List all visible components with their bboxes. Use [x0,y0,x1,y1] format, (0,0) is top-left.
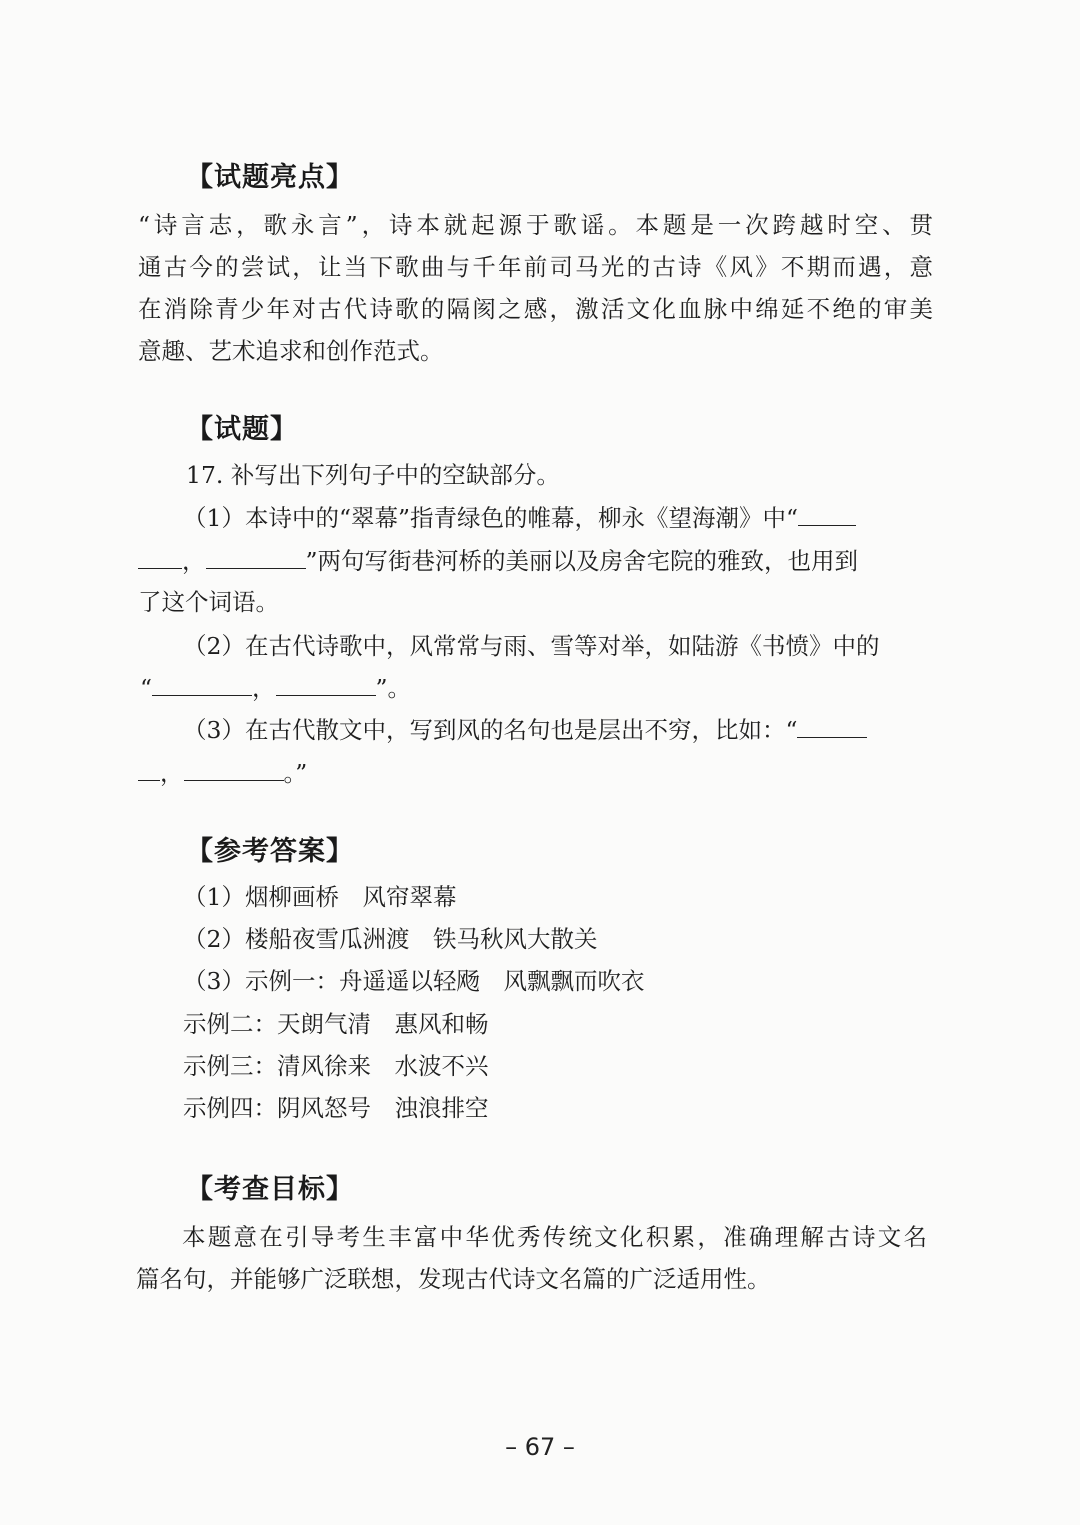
question-1-line [138,544,858,578]
question-3-line [183,713,867,747]
question-3-text: （3）在古代散文中，写到风的名句也是层出不穷，比如：“ [183,716,798,744]
highlights-line: 意趣、艺术追求和创作范式。 [138,337,444,365]
quote-open: “ [140,674,153,702]
quote-close: ”。 [375,674,412,702]
quote-close: 。” [283,759,308,787]
answer-blank[interactable] [152,673,252,696]
highlights-heading: 【试题亮点】 [186,162,354,193]
answer-line: 示例四：阴风怒号 浊浪排空 [183,1094,489,1122]
question-1-line: 了这个词语。 [138,588,279,616]
question-1-text: ”两句写街巷河桥的美丽以及房舍宅院的雅致，也用到 [305,547,859,575]
answer-line: 示例二：天朗气清 惠风和畅 [183,1010,489,1038]
blank-separator: ， [182,547,206,575]
blank-separator: ， [160,759,184,787]
highlights-line: 在消除青少年对古代诗歌的隔阂之感，激活文化血脉中绵延不绝的审美 [138,295,933,323]
question-heading: 【试题】 [186,414,298,445]
objectives-line: 本题意在引导考生丰富中华优秀传统文化积累，准确理解古诗文名 [182,1223,927,1251]
question-stem: 17. 补写出下列句子中的空缺部分。 [186,461,560,489]
answer-blank[interactable] [206,546,306,569]
answer-blank[interactable] [138,546,182,569]
blank-separator: ， [252,674,276,702]
answer-blank[interactable] [798,503,856,526]
question-1-line [183,501,856,535]
answer-blank[interactable] [138,758,160,781]
question-2-line: （2）在古代诗歌中，风常常与雨、雪等对举，如陆游《书愤》中的 [183,632,880,660]
answer-line: （2）楼船夜雪瓜洲渡 铁马秋风大散关 [183,925,598,953]
answers-heading: 【参考答案】 [186,836,354,867]
page-number: – 67 – [505,1433,575,1461]
answer-blank[interactable] [797,715,867,738]
answer-blank[interactable] [184,758,284,781]
objectives-heading: 【考查目标】 [186,1174,354,1205]
question-3-line [138,756,307,790]
question-2-line [140,671,411,705]
highlights-line: “诗言志，歌永言”，诗本就起源于歌谣。本题是一次跨越时空、贯 [138,211,933,239]
highlights-line: 通古今的尝试，让当下歌曲与千年前司马光的古诗《风》不期而遇，意 [138,253,933,281]
answer-blank[interactable] [276,673,376,696]
answer-line: 示例三：清风徐来 水波不兴 [183,1052,489,1080]
objectives-line: 篇名句，并能够广泛联想，发现古代诗文名篇的广泛适用性。 [136,1265,771,1293]
answer-line: （3）示例一：舟遥遥以轻飏 风飘飘而吹衣 [183,967,645,995]
answer-line: （1）烟柳画桥 风帘翠幕 [183,883,457,911]
question-1-text: （1）本诗中的“翠幕”指青绿色的帷幕，柳永《望海潮》中“ [183,504,798,532]
